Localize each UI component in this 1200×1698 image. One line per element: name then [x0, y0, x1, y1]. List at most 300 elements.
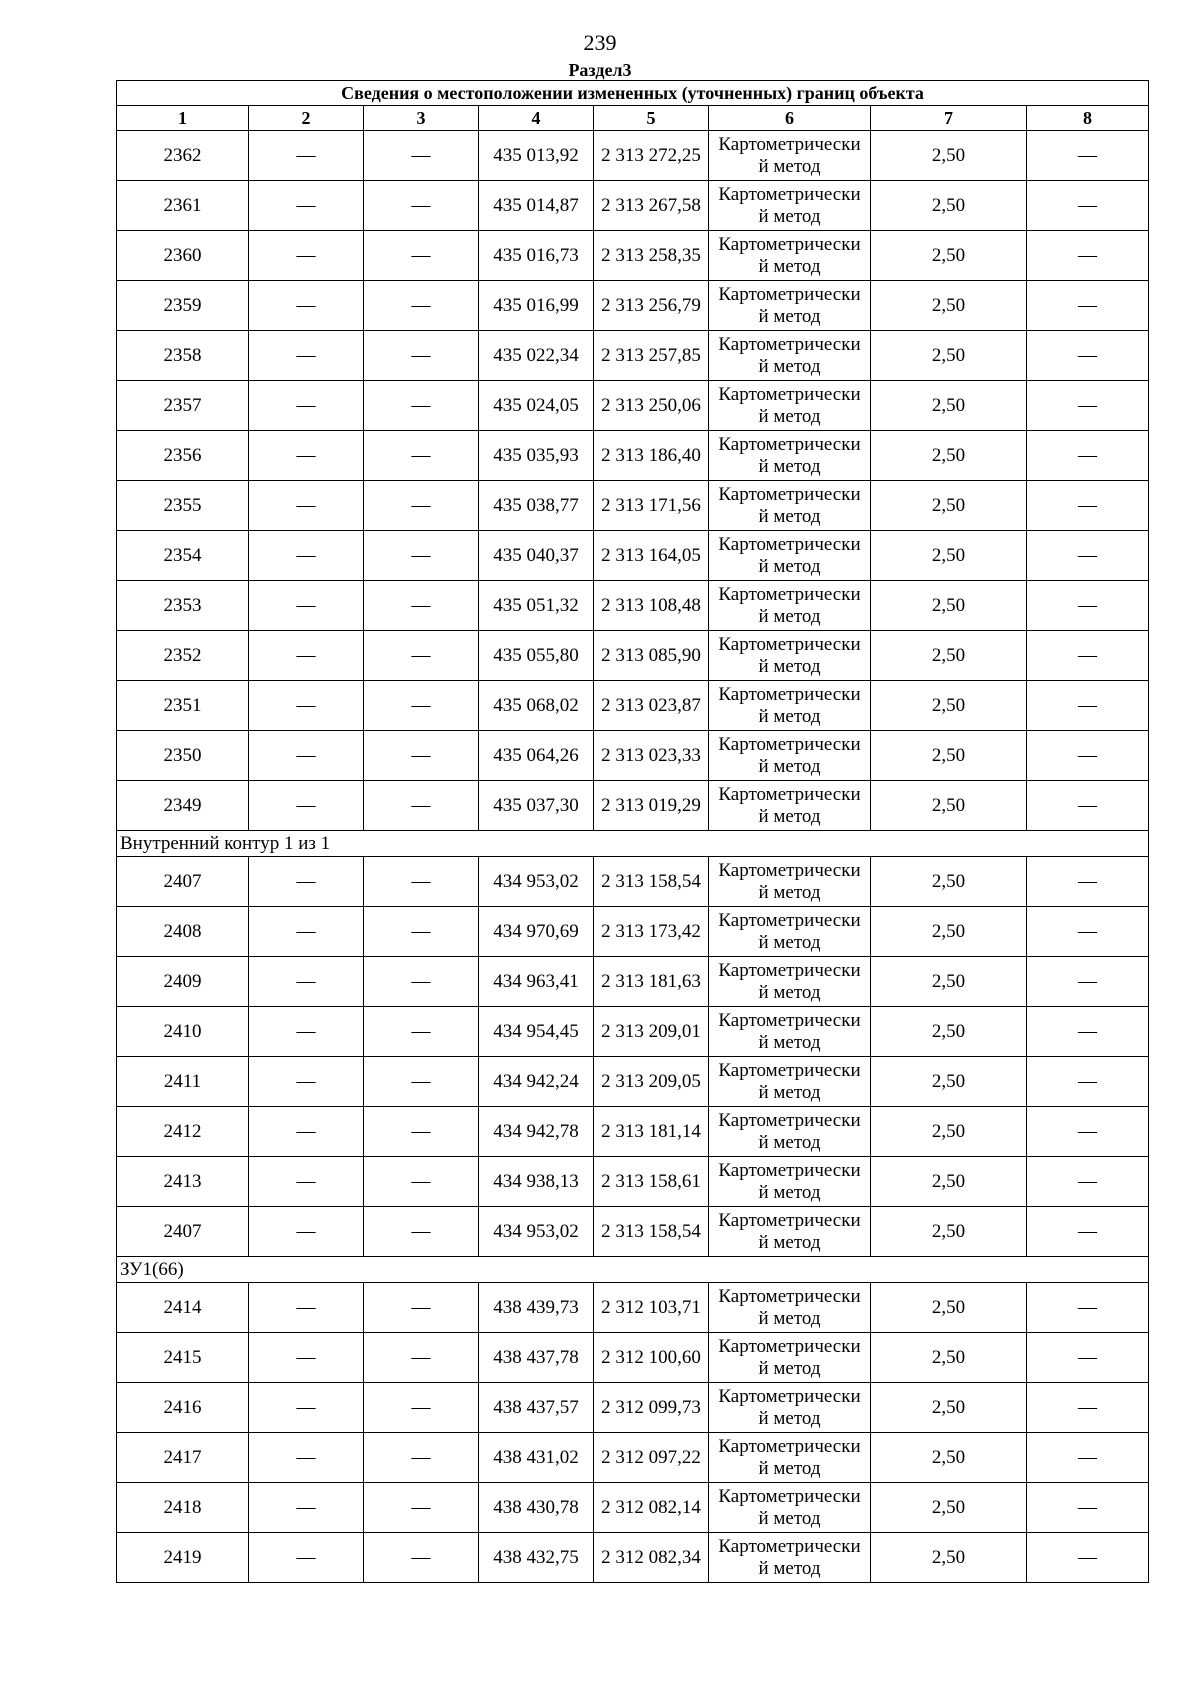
point-number-cell: 2415 [117, 1333, 249, 1383]
y-coordinate-cell: 2 313 158,54 [594, 857, 709, 907]
method-cell [709, 431, 871, 481]
method-line-1: Картометрически [718, 683, 861, 705]
method-line-1: Картометрически [718, 1009, 861, 1031]
y-coordinate-cell: 2 313 085,90 [594, 631, 709, 681]
column-3-cell: — [364, 857, 479, 907]
accuracy-cell: 2,50 [871, 1483, 1027, 1533]
column-number: 6 [709, 106, 871, 131]
point-number-cell: 2358 [117, 331, 249, 381]
column-3-cell: — [364, 131, 479, 181]
point-number-cell: 2416 [117, 1383, 249, 1433]
method-cell [709, 281, 871, 331]
group-heading-row [117, 1257, 1149, 1283]
column-8-cell: — [1027, 1207, 1149, 1257]
point-number-cell: 2349 [117, 781, 249, 831]
table-row [117, 681, 1149, 731]
column-3-cell: — [364, 957, 479, 1007]
column-3-cell: — [364, 431, 479, 481]
method-line-2: й метод [758, 1131, 821, 1153]
column-8-cell: — [1027, 431, 1149, 481]
table-row [117, 1333, 1149, 1383]
column-8-cell: — [1027, 857, 1149, 907]
accuracy-cell: 2,50 [871, 331, 1027, 381]
column-8-cell: — [1027, 781, 1149, 831]
y-coordinate-cell: 2 313 256,79 [594, 281, 709, 331]
method-line-2: й метод [758, 655, 821, 677]
method-line-1: Картометрически [718, 733, 861, 755]
x-coordinate-cell: 438 437,78 [479, 1333, 594, 1383]
point-number-cell: 2359 [117, 281, 249, 331]
table-row [117, 1057, 1149, 1107]
method-cell [709, 1007, 871, 1057]
table-caption: Сведения о местоположении измененных (уточненных) границ объекта [117, 81, 1149, 106]
method-cell [709, 381, 871, 431]
method-line-1: Картометрически [718, 233, 861, 255]
y-coordinate-cell: 2 313 258,35 [594, 231, 709, 281]
point-number-cell: 2362 [117, 131, 249, 181]
method-cell [709, 1433, 871, 1483]
method-cell [709, 331, 871, 381]
y-coordinate-cell: 2 313 209,01 [594, 1007, 709, 1057]
column-2-cell: — [249, 957, 364, 1007]
accuracy-cell: 2,50 [871, 1283, 1027, 1333]
column-2-cell: — [249, 381, 364, 431]
column-3-cell: — [364, 581, 479, 631]
point-number-cell: 2407 [117, 1207, 249, 1257]
column-3-cell: — [364, 1383, 479, 1433]
method-line-2: й метод [758, 1081, 821, 1103]
point-number-cell: 2353 [117, 581, 249, 631]
page-number: 239 [583, 30, 617, 55]
column-8-cell: — [1027, 1107, 1149, 1157]
x-coordinate-cell: 438 431,02 [479, 1433, 594, 1483]
method-line-2: й метод [758, 981, 821, 1003]
accuracy-cell: 2,50 [871, 781, 1027, 831]
x-coordinate-cell: 435 013,92 [479, 131, 594, 181]
y-coordinate-cell: 2 313 019,29 [594, 781, 709, 831]
column-8-cell: — [1027, 1483, 1149, 1533]
table-row [117, 481, 1149, 531]
point-number-cell: 2361 [117, 181, 249, 231]
column-3-cell: — [364, 381, 479, 431]
x-coordinate-cell: 434 954,45 [479, 1007, 594, 1057]
column-2-cell: — [249, 581, 364, 631]
x-coordinate-cell: 435 016,73 [479, 231, 594, 281]
table-row [117, 731, 1149, 781]
accuracy-cell: 2,50 [871, 957, 1027, 1007]
column-8-cell: — [1027, 1333, 1149, 1383]
x-coordinate-cell: 435 051,32 [479, 581, 594, 631]
column-3-cell: — [364, 1207, 479, 1257]
method-line-1: Картометрически [718, 1109, 861, 1131]
accuracy-cell: 2,50 [871, 1333, 1027, 1383]
y-coordinate-cell: 2 313 158,54 [594, 1207, 709, 1257]
method-line-1: Картометрически [718, 909, 861, 931]
column-3-cell: — [364, 1283, 479, 1333]
method-line-2: й метод [758, 1507, 821, 1529]
method-line-2: й метод [758, 705, 821, 727]
accuracy-cell: 2,50 [871, 381, 1027, 431]
y-coordinate-cell: 2 313 164,05 [594, 531, 709, 581]
column-8-cell: — [1027, 381, 1149, 431]
column-2-cell: — [249, 1207, 364, 1257]
method-line-1: Картометрически [718, 1385, 861, 1407]
method-line-1: Картометрически [718, 583, 861, 605]
method-cell [709, 1107, 871, 1157]
column-3-cell: — [364, 1483, 479, 1533]
column-3-cell: — [364, 1533, 479, 1583]
column-2-cell: — [249, 281, 364, 331]
column-3-cell: — [364, 231, 479, 281]
column-2-cell: — [249, 1333, 364, 1383]
accuracy-cell: 2,50 [871, 431, 1027, 481]
table-row [117, 1107, 1149, 1157]
table-row [117, 231, 1149, 281]
column-number: 3 [364, 106, 479, 131]
method-line-1: Картометрически [718, 783, 861, 805]
method-line-1: Картометрически [718, 483, 861, 505]
table-row [117, 1207, 1149, 1257]
x-coordinate-cell: 435 068,02 [479, 681, 594, 731]
column-number: 1 [117, 106, 249, 131]
accuracy-cell: 2,50 [871, 131, 1027, 181]
method-cell [709, 231, 871, 281]
column-2-cell: — [249, 1433, 364, 1483]
column-number-row [117, 106, 1149, 131]
point-number-cell: 2412 [117, 1107, 249, 1157]
boundary-table [116, 80, 1149, 1583]
column-2-cell: — [249, 1007, 364, 1057]
method-line-2: й метод [758, 255, 821, 277]
method-line-1: Картометрически [718, 533, 861, 555]
table-row [117, 781, 1149, 831]
column-3-cell: — [364, 181, 479, 231]
method-line-2: й метод [758, 805, 821, 827]
x-coordinate-cell: 434 970,69 [479, 907, 594, 957]
accuracy-cell: 2,50 [871, 1057, 1027, 1107]
method-cell [709, 1207, 871, 1257]
method-line-1: Картометрически [718, 859, 861, 881]
method-line-1: Картометрически [718, 433, 861, 455]
column-2-cell: — [249, 531, 364, 581]
method-line-2: й метод [758, 1231, 821, 1253]
point-number-cell: 2417 [117, 1433, 249, 1483]
column-8-cell: — [1027, 281, 1149, 331]
method-line-1: Картометрически [718, 333, 861, 355]
point-number-cell: 2410 [117, 1007, 249, 1057]
table-row [117, 281, 1149, 331]
method-line-2: й метод [758, 155, 821, 177]
column-2-cell: — [249, 131, 364, 181]
point-number-cell: 2407 [117, 857, 249, 907]
method-cell [709, 1483, 871, 1533]
method-line-1: Картометрически [718, 1159, 861, 1181]
column-3-cell: — [364, 1007, 479, 1057]
column-2-cell: — [249, 731, 364, 781]
y-coordinate-cell: 2 313 023,87 [594, 681, 709, 731]
accuracy-cell: 2,50 [871, 281, 1027, 331]
table-row [117, 1533, 1149, 1583]
method-cell [709, 907, 871, 957]
x-coordinate-cell: 435 037,30 [479, 781, 594, 831]
column-3-cell: — [364, 631, 479, 681]
table-row [117, 631, 1149, 681]
x-coordinate-cell: 434 942,24 [479, 1057, 594, 1107]
accuracy-cell: 2,50 [871, 581, 1027, 631]
method-line-2: й метод [758, 931, 821, 953]
y-coordinate-cell: 2 312 097,22 [594, 1433, 709, 1483]
x-coordinate-cell: 435 014,87 [479, 181, 594, 231]
column-8-cell: — [1027, 231, 1149, 281]
table-row [117, 381, 1149, 431]
method-line-2: й метод [758, 1457, 821, 1479]
method-cell [709, 957, 871, 1007]
accuracy-cell: 2,50 [871, 1533, 1027, 1583]
column-2-cell: — [249, 631, 364, 681]
column-8-cell: — [1027, 1433, 1149, 1483]
x-coordinate-cell: 434 942,78 [479, 1107, 594, 1157]
point-number-cell: 2414 [117, 1283, 249, 1333]
table-row [117, 331, 1149, 381]
column-2-cell: — [249, 431, 364, 481]
method-line-1: Картометрически [718, 1435, 861, 1457]
method-cell [709, 1283, 871, 1333]
point-number-cell: 2354 [117, 531, 249, 581]
table-row [117, 131, 1149, 181]
column-number: 5 [594, 106, 709, 131]
accuracy-cell: 2,50 [871, 1107, 1027, 1157]
y-coordinate-cell: 2 313 257,85 [594, 331, 709, 381]
y-coordinate-cell: 2 313 250,06 [594, 381, 709, 431]
column-3-cell: — [364, 731, 479, 781]
x-coordinate-cell: 434 953,02 [479, 1207, 594, 1257]
column-8-cell: — [1027, 531, 1149, 581]
column-2-cell: — [249, 1483, 364, 1533]
column-8-cell: — [1027, 1383, 1149, 1433]
y-coordinate-cell: 2 313 209,05 [594, 1057, 709, 1107]
column-2-cell: — [249, 681, 364, 731]
accuracy-cell: 2,50 [871, 481, 1027, 531]
column-2-cell: — [249, 1107, 364, 1157]
y-coordinate-cell: 2 312 099,73 [594, 1383, 709, 1433]
accuracy-cell: 2,50 [871, 907, 1027, 957]
column-number: 4 [479, 106, 594, 131]
method-line-2: й метод [758, 755, 821, 777]
point-number-cell: 2356 [117, 431, 249, 481]
accuracy-cell: 2,50 [871, 1207, 1027, 1257]
accuracy-cell: 2,50 [871, 1157, 1027, 1207]
point-number-cell: 2419 [117, 1533, 249, 1583]
column-2-cell: — [249, 781, 364, 831]
column-number: 2 [249, 106, 364, 131]
x-coordinate-cell: 438 430,78 [479, 1483, 594, 1533]
column-3-cell: — [364, 1333, 479, 1383]
column-8-cell: — [1027, 581, 1149, 631]
method-line-2: й метод [758, 1307, 821, 1329]
column-8-cell: — [1027, 1057, 1149, 1107]
y-coordinate-cell: 2 313 023,33 [594, 731, 709, 781]
table-row [117, 1007, 1149, 1057]
x-coordinate-cell: 438 439,73 [479, 1283, 594, 1333]
method-line-2: й метод [758, 205, 821, 227]
column-3-cell: — [364, 531, 479, 581]
point-number-cell: 2350 [117, 731, 249, 781]
column-2-cell: — [249, 481, 364, 531]
y-coordinate-cell: 2 313 171,56 [594, 481, 709, 531]
column-8-cell: — [1027, 681, 1149, 731]
column-number: 7 [871, 106, 1027, 131]
table-row [117, 181, 1149, 231]
method-cell [709, 1533, 871, 1583]
point-number-cell: 2418 [117, 1483, 249, 1533]
method-line-1: Картометрически [718, 183, 861, 205]
method-cell [709, 1157, 871, 1207]
table-row [117, 1383, 1149, 1433]
column-8-cell: — [1027, 481, 1149, 531]
column-8-cell: — [1027, 731, 1149, 781]
method-line-1: Картометрически [718, 1285, 861, 1307]
column-3-cell: — [364, 781, 479, 831]
y-coordinate-cell: 2 312 082,34 [594, 1533, 709, 1583]
column-2-cell: — [249, 907, 364, 957]
group-heading: ЗУ1(66) [117, 1257, 1149, 1283]
column-2-cell: — [249, 1283, 364, 1333]
method-cell [709, 781, 871, 831]
method-line-2: й метод [758, 355, 821, 377]
table-row [117, 531, 1149, 581]
column-3-cell: — [364, 331, 479, 381]
table-row [117, 1283, 1149, 1333]
method-cell [709, 731, 871, 781]
group-heading-row [117, 831, 1149, 857]
method-line-2: й метод [758, 1557, 821, 1579]
column-3-cell: — [364, 1057, 479, 1107]
column-8-cell: — [1027, 907, 1149, 957]
column-2-cell: — [249, 1383, 364, 1433]
point-number-cell: 2408 [117, 907, 249, 957]
method-line-1: Картометрически [718, 959, 861, 981]
method-line-2: й метод [758, 605, 821, 627]
column-3-cell: — [364, 481, 479, 531]
accuracy-cell: 2,50 [871, 531, 1027, 581]
accuracy-cell: 2,50 [871, 631, 1027, 681]
x-coordinate-cell: 434 938,13 [479, 1157, 594, 1207]
method-line-2: й метод [758, 555, 821, 577]
column-2-cell: — [249, 181, 364, 231]
method-line-2: й метод [758, 1407, 821, 1429]
table-row [117, 907, 1149, 957]
table-row [117, 431, 1149, 481]
accuracy-cell: 2,50 [871, 181, 1027, 231]
column-8-cell: — [1027, 331, 1149, 381]
method-line-1: Картометрически [718, 1059, 861, 1081]
x-coordinate-cell: 435 064,26 [479, 731, 594, 781]
column-3-cell: — [364, 681, 479, 731]
x-coordinate-cell: 438 432,75 [479, 1533, 594, 1583]
column-8-cell: — [1027, 1157, 1149, 1207]
table-caption-row [117, 81, 1149, 106]
group-heading: Внутренний контур 1 из 1 [117, 831, 1149, 857]
method-cell [709, 581, 871, 631]
method-cell [709, 857, 871, 907]
accuracy-cell: 2,50 [871, 1433, 1027, 1483]
x-coordinate-cell: 434 963,41 [479, 957, 594, 1007]
y-coordinate-cell: 2 313 181,14 [594, 1107, 709, 1157]
point-number-cell: 2411 [117, 1057, 249, 1107]
y-coordinate-cell: 2 312 100,60 [594, 1333, 709, 1383]
column-8-cell: — [1027, 1283, 1149, 1333]
table-row [117, 857, 1149, 907]
table-row [117, 581, 1149, 631]
y-coordinate-cell: 2 313 267,58 [594, 181, 709, 231]
column-2-cell: — [249, 231, 364, 281]
column-2-cell: — [249, 1057, 364, 1107]
y-coordinate-cell: 2 313 158,61 [594, 1157, 709, 1207]
y-coordinate-cell: 2 313 181,63 [594, 957, 709, 1007]
method-line-1: Картометрически [718, 1535, 861, 1557]
x-coordinate-cell: 434 953,02 [479, 857, 594, 907]
method-cell [709, 481, 871, 531]
table-row [117, 957, 1149, 1007]
method-line-2: й метод [758, 505, 821, 527]
point-number-cell: 2409 [117, 957, 249, 1007]
x-coordinate-cell: 435 022,34 [479, 331, 594, 381]
method-line-1: Картометрически [718, 1209, 861, 1231]
point-number-cell: 2351 [117, 681, 249, 731]
method-line-2: й метод [758, 1357, 821, 1379]
column-2-cell: — [249, 857, 364, 907]
table-row [117, 1483, 1149, 1533]
x-coordinate-cell: 435 055,80 [479, 631, 594, 681]
method-line-2: й метод [758, 305, 821, 327]
column-8-cell: — [1027, 181, 1149, 231]
method-line-2: й метод [758, 1181, 821, 1203]
column-3-cell: — [364, 281, 479, 331]
method-cell [709, 181, 871, 231]
method-line-1: Картометрически [718, 1485, 861, 1507]
y-coordinate-cell: 2 312 082,14 [594, 1483, 709, 1533]
method-line-2: й метод [758, 881, 821, 903]
y-coordinate-cell: 2 313 186,40 [594, 431, 709, 481]
column-number: 8 [1027, 106, 1149, 131]
column-8-cell: — [1027, 957, 1149, 1007]
column-8-cell: — [1027, 1533, 1149, 1583]
method-line-2: й метод [758, 405, 821, 427]
x-coordinate-cell: 435 024,05 [479, 381, 594, 431]
method-cell [709, 681, 871, 731]
column-2-cell: — [249, 1157, 364, 1207]
section-label: Раздел3 [568, 60, 632, 80]
y-coordinate-cell: 2 313 272,25 [594, 131, 709, 181]
y-coordinate-cell: 2 312 103,71 [594, 1283, 709, 1333]
method-line-2: й метод [758, 1031, 821, 1053]
y-coordinate-cell: 2 313 108,48 [594, 581, 709, 631]
point-number-cell: 2352 [117, 631, 249, 681]
column-8-cell: — [1027, 1007, 1149, 1057]
point-number-cell: 2355 [117, 481, 249, 531]
method-cell [709, 1333, 871, 1383]
x-coordinate-cell: 435 040,37 [479, 531, 594, 581]
column-3-cell: — [364, 1107, 479, 1157]
x-coordinate-cell: 435 038,77 [479, 481, 594, 531]
method-line-1: Картометрически [718, 1335, 861, 1357]
table-body [117, 81, 1149, 1583]
method-line-1: Картометрически [718, 633, 861, 655]
accuracy-cell: 2,50 [871, 731, 1027, 781]
method-line-2: й метод [758, 455, 821, 477]
column-2-cell: — [249, 1533, 364, 1583]
method-line-1: Картометрически [718, 133, 861, 155]
